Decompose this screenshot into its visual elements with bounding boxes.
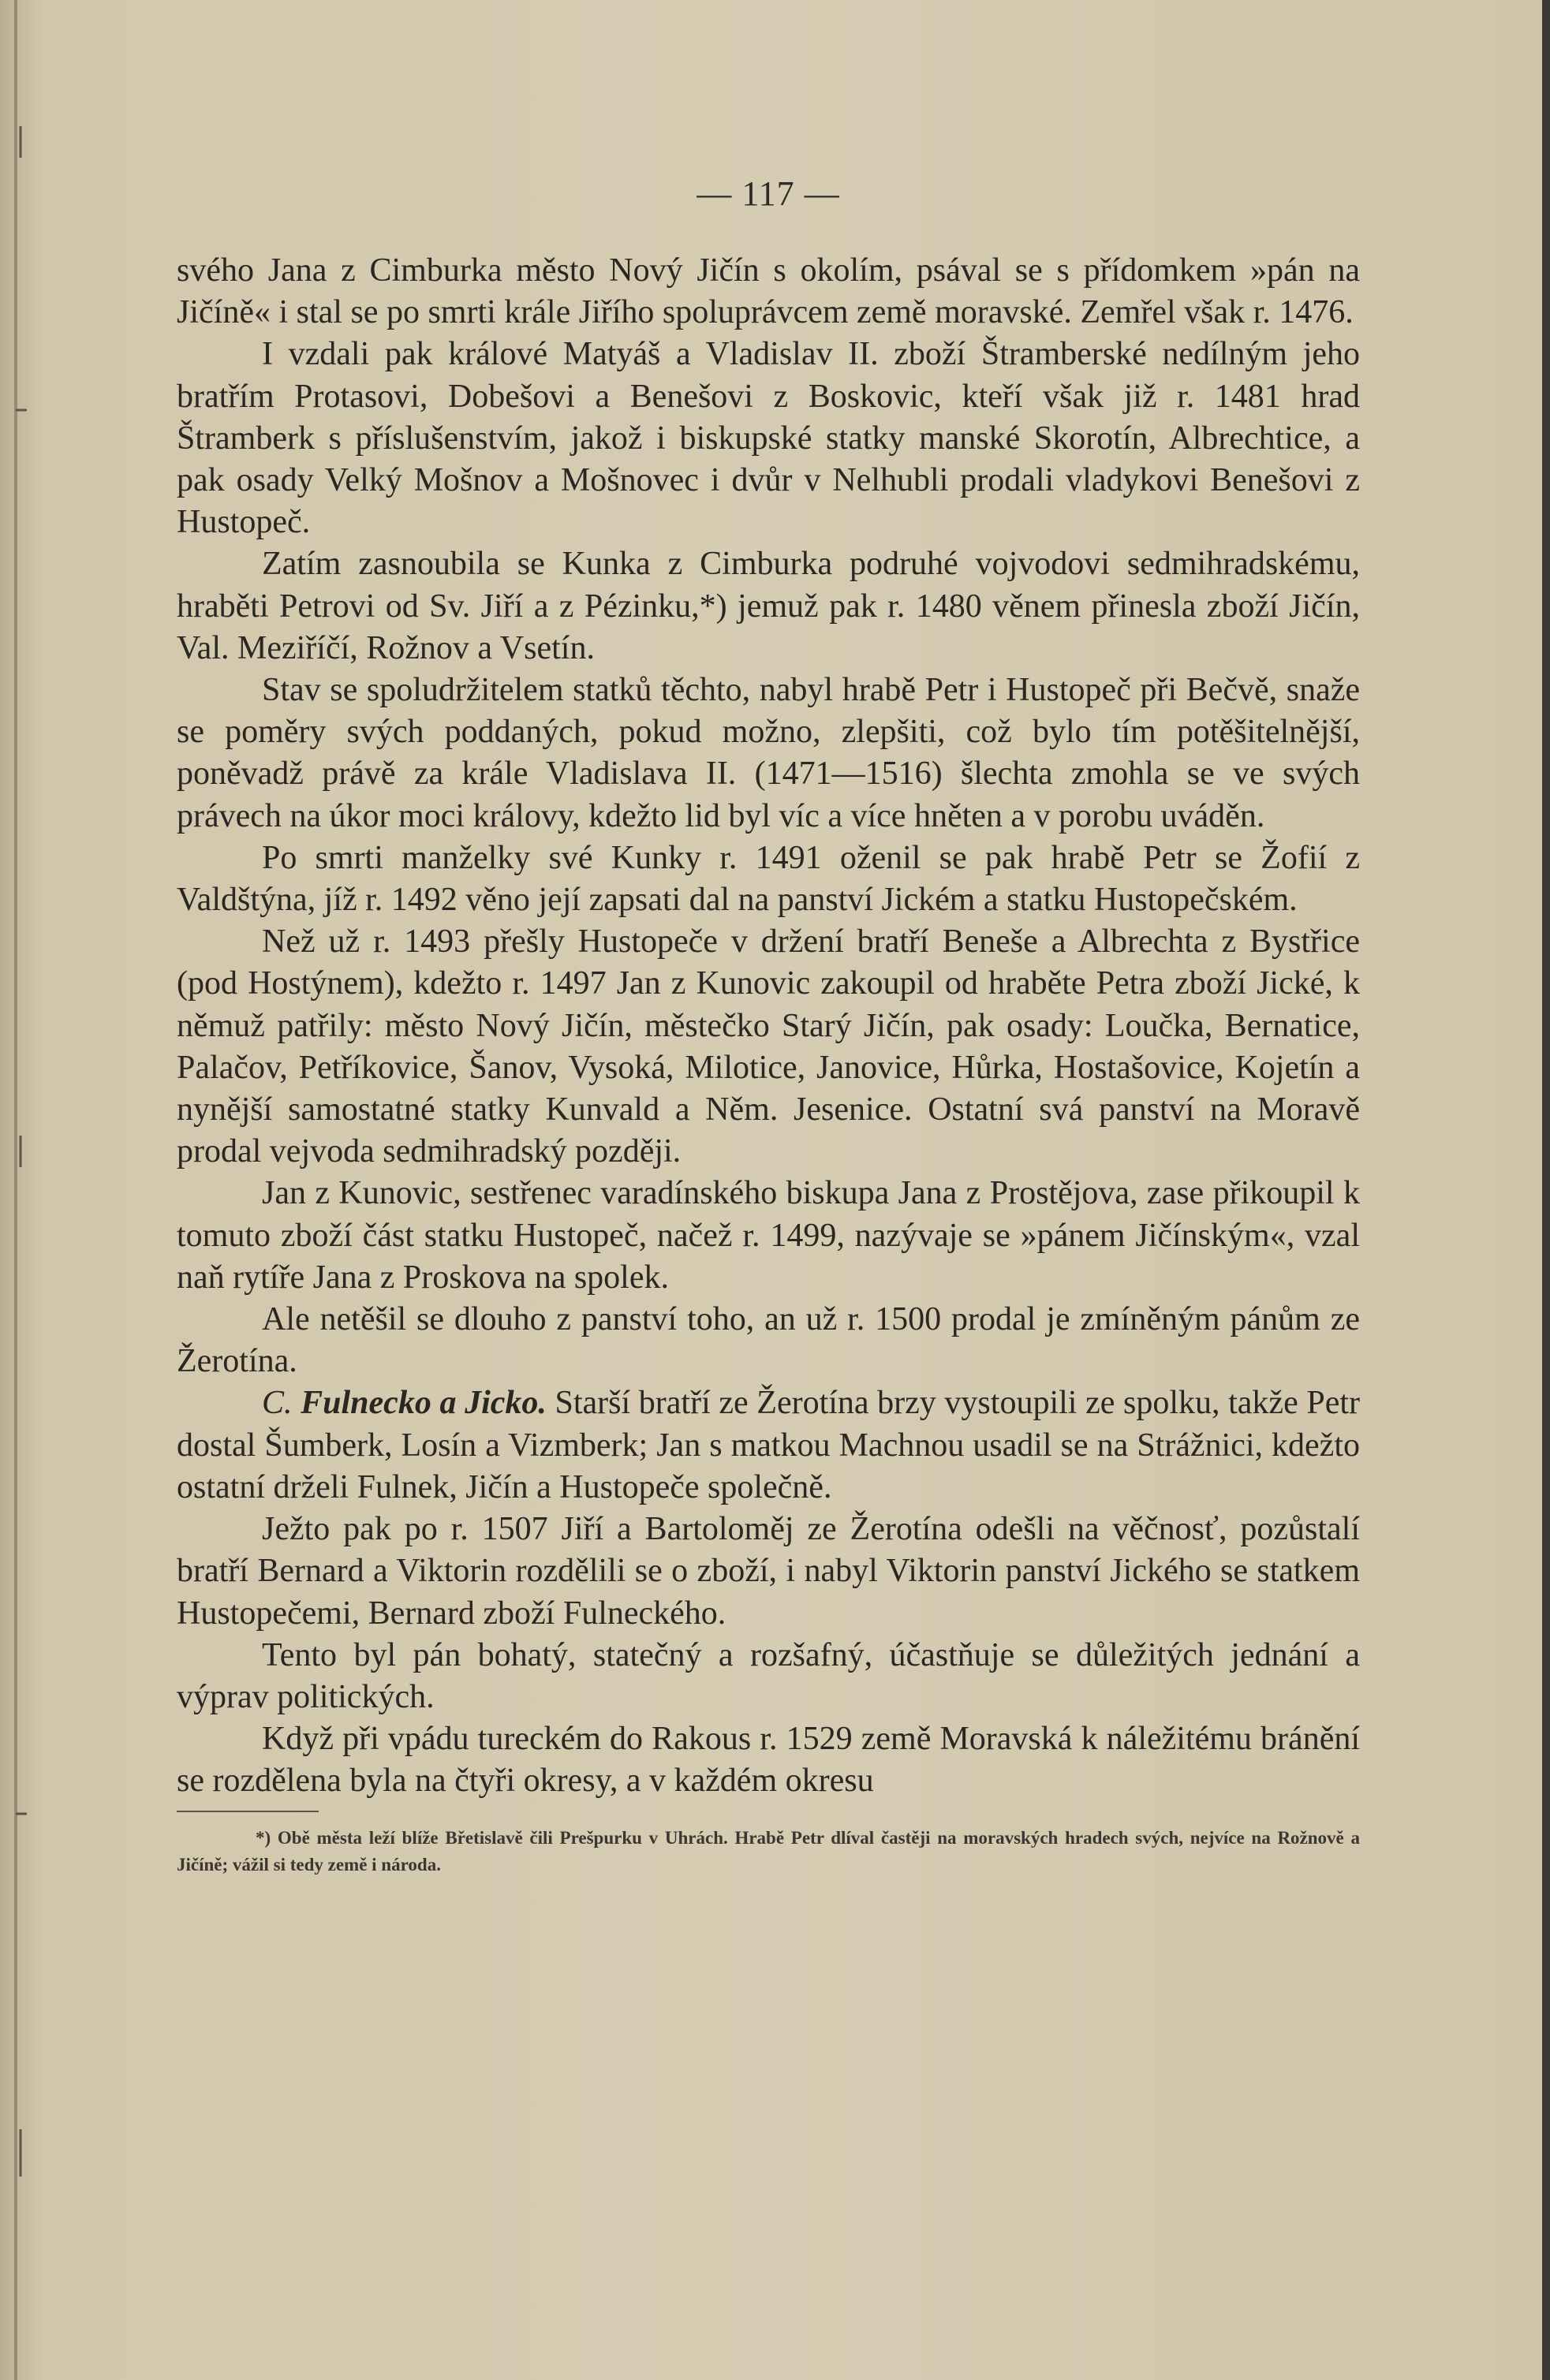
binding-marks <box>0 0 32 2380</box>
section-text: Starší bratří ze Žerotína brzy vystoupili ze spolku, takže Petr dostal Šumberk, Losín a Vizmberk; Jan s matkou Machnou usadil se na Strážnici, kdežto ostatní drželi Fulnek, Jičín a Hustopeče společně. <box>177 1385 1360 1505</box>
paragraph: Ježto pak po r. 1507 Jiří a Bartoloměj ze Žerotína odešli na věčnosť, pozůstalí bratří Bernard a Viktorin rozdělili se o zboží, i nabyl Viktorin panství Jického se statkem Hustopečemi, Bernard zboží Fulneckého. <box>177 1511 1360 1632</box>
paragraph: Když při vpádu tureckém do Rakous r. 1529 země Moravská k náležitému bránění se rozdělena byla na čtyři okresy, a v každém okresu <box>177 1721 1360 1800</box>
body-text <box>177 250 1360 1803</box>
paragraph: Stav se spoludržitelem statků těchto, nabyl hrabě Petr i Hustopeč při Bečvě, snaže se poměry svých poddaných, pokud možno, zlepšiti, což bylo tím potěšitelnější, poněvadž právě za krále Vladislava II. (1471—1516) šlechta zmohla se ve svých právech na úkor moci královy, kdežto lid byl víc a více hněten a v porobu uváděn. <box>177 672 1360 834</box>
section-paragraph <box>177 1382 1360 1509</box>
section-label: C. <box>262 1385 293 1422</box>
paragraph: Jan z Kunovic, sestřenec varadínského biskupa Jana z Prostějova, zase přikoupil k tomuto zboží část statku Hustopeč, načež r. 1499, nazývaje se »pánem Jičínským«, vzal naň rytíře Jana z Proskova na spolek. <box>177 1175 1360 1296</box>
paragraph: I vzdali pak králové Matyáš a Vladislav II. zboží Štramberské nedílným jeho bratřím Protasovi, Dobešovi a Benešovi z Boskovic, kteří však již r. 1481 hrad Štramberk s příslušenstvím, jakož i biskupské statky manské Skorotín, Albrechtice, a pak osady Velký Mošnov a Mošnovec i dvůr v Nelhubli prodali vladykovi Benešovi z Hustopeč. <box>177 336 1360 541</box>
page-number: — 117 — <box>697 174 840 213</box>
footnote-divider <box>177 1811 319 1812</box>
paragraph: Zatím zasnoubila se Kunka z Cimburka podruhé vojvodovi sedmihradskému, hraběti Petrovi od Sv. Jiří a z Pézinku,*) jemuž pak r. 1480 věnem přinesla zboží Jičín, Val. Meziříčí, Rožnov a Vsetín. <box>177 546 1360 666</box>
paragraph: Ale netěšil se dlouho z panství toho, an už r. 1500 prodal je zmíněným pánům ze Žerotína. <box>177 1301 1360 1380</box>
paragraph: Tento byl pán bohatý, statečný a rozšafný, účastňuje se důležitých jednání a výprav politických. <box>177 1636 1360 1715</box>
paragraph: Po smrti manželky své Kunky r. 1491 oženil se pak hrabě Petr se Žofií z Valdštýna, jíž r. 1492 věno její zapsati dal na panství Jickém a statku Hustopečském. <box>177 839 1360 919</box>
book-page <box>177 173 1360 1878</box>
right-page-edge <box>1542 0 1550 2380</box>
paragraph: Než už r. 1493 přešly Hustopeče v držení bratří Beneše a Albrechta z Bystřice (pod Hostýnem), kdežto r. 1497 Jan z Kunovic zakoupil od hraběte Petra zboží Jické, k němuž patřily: město Nový Jičín, městečko Starý Jičín, pak osady: Loučka, Bernatice, Palačov, Petříkovice, Šanov, Vysoká, Milotice, Janovice, Hůrka, Hostašovice, Kojetín a nynější samostatné statky Kunvald a Něm. Jesenice. Ostatní svá panství na Moravě prodal vejvoda sedmihradský později. <box>177 923 1360 1170</box>
paragraph: svého Jana z Cimburka město Nový Jičín s okolím, psával se s přídomkem »pán na Jičíně« i stal se po smrti krále Jiřího spoluprávcem země moravské. Zemřel však r. 1476. <box>177 252 1360 331</box>
footnote <box>177 1825 1360 1878</box>
section-title: Fulnecko a Jicko. <box>301 1385 547 1422</box>
footnote-text: *) Obě města leží blíže Břetislavě čili Prešpurku v Uhrách. Hrabě Petr dlíval častěji na moravských hradech svých, nejvíce na Rožnově a Jičíně; vážil si tedy země i národa. <box>177 1827 1360 1875</box>
